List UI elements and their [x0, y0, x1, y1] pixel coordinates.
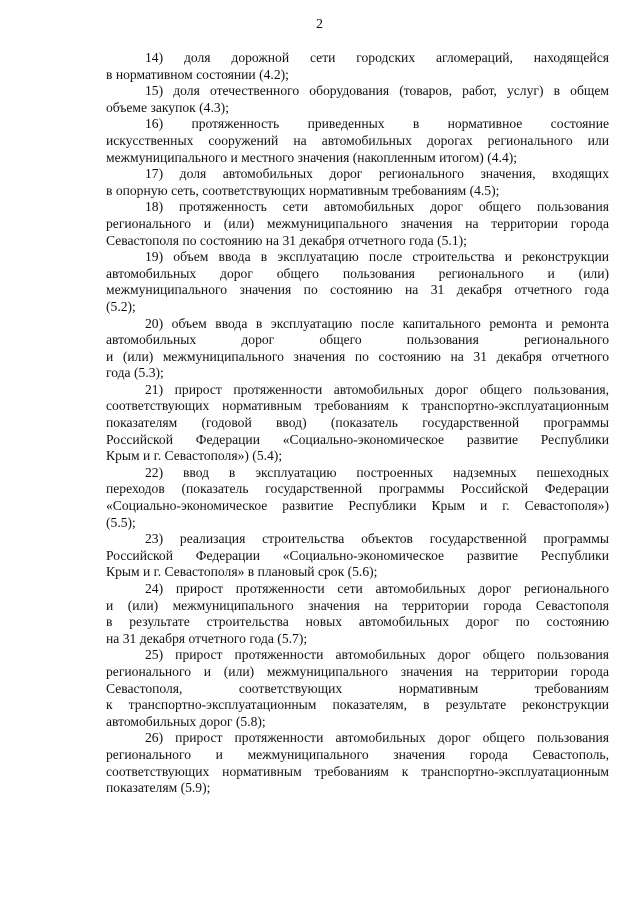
list-item-line: 25) прирост протяженности автомобильных дорог общего пользования: [145, 647, 609, 663]
list-item-line: в опорную сеть, соответствующих нормативным требованиям (4.5);: [106, 182, 500, 198]
document-body: [106, 50, 609, 797]
list-item-line: объеме закупок (4.3);: [106, 99, 229, 115]
list-item: [106, 83, 609, 116]
list-item-line: соответствующих нормативным требованиям к транспортно-эксплуатационным: [106, 763, 609, 779]
list-item: [106, 465, 609, 531]
list-item: [106, 531, 609, 581]
list-item-line: 15) доля отечественного оборудования (товаров, работ, услуг) в общем: [145, 83, 609, 99]
list-item-line: и (или) межмуниципального значения по состоянию на 31 декабря отчетного: [106, 348, 609, 364]
list-item-line: Крым и г. Севастополя» в плановый срок (5.6);: [106, 564, 378, 580]
list-item-line: автомобильных дорог общего пользования регионального: [106, 332, 609, 348]
list-item-line: Российской Федерации «Социально-экономическое развитие Республики: [106, 547, 609, 563]
list-item-line: межмуниципального значения по состоянию на 31 декабря отчетного года: [106, 282, 609, 298]
list-item-line: автомобильных дорог (5.8);: [106, 713, 266, 729]
list-item: [106, 647, 609, 730]
list-item-line: Российской Федерации «Социально-экономическое развитие Республики: [106, 431, 609, 447]
list-item-line: (5.5);: [106, 514, 136, 530]
list-item-line: регионального и (или) межмуниципального значения на территории города: [106, 215, 609, 231]
list-item-line: и (или) межмуниципального значения на территории города Севастополя: [106, 597, 609, 613]
list-item-line: показателям (годовой ввод) (показатель государственной программы: [106, 415, 609, 431]
list-item-line: на 31 декабря отчетного года (5.7);: [106, 630, 308, 646]
list-item-line: 22) ввод в эксплуатацию построенных надземных пешеходных: [145, 464, 609, 480]
list-item-line: 21) прирост протяженности автомобильных дорог общего пользования,: [145, 381, 609, 397]
list-item-line: 18) протяженность сети автомобильных дорог общего пользования: [145, 199, 609, 215]
list-item-line: в нормативном состоянии (4.2);: [106, 66, 289, 82]
page-number: 2: [316, 17, 323, 32]
list-item-line: 26) прирост протяженности автомобильных дорог общего пользования: [145, 730, 609, 746]
list-item-line: переходов (показатель государственной программы Российской Федерации: [106, 481, 609, 497]
list-item-line: автомобильных дорог общего пользования регионального и (или): [106, 265, 609, 281]
list-item-line: регионального и межмуниципального значения города Севастополь,: [106, 746, 609, 762]
list-item: [106, 116, 609, 166]
list-item-line: регионального и (или) межмуниципального значения на территории города: [106, 663, 609, 679]
list-item: [106, 581, 609, 647]
list-item: [106, 730, 609, 796]
list-item-line: искусственных сооружений на автомобильных дорогах регионального или: [106, 132, 609, 148]
list-item: [106, 316, 609, 382]
list-item-line: 19) объем ввода в эксплуатацию после строительства и реконструкции: [145, 249, 609, 265]
list-item-line: показателям (5.9);: [106, 780, 211, 796]
list-item-line: (5.2);: [106, 298, 136, 314]
list-item-line: 24) прирост протяженности сети автомобильных дорог регионального: [145, 581, 609, 596]
list-item: [106, 166, 609, 199]
list-item-line: соответствующих нормативным требованиям к транспортно-эксплуатационным: [106, 398, 609, 414]
list-item-line: 20) объем ввода в эксплуатацию после капитального ремонта и ремонта: [145, 315, 609, 331]
list-item-line: года (5.3);: [106, 365, 164, 381]
list-item-line: в результате строительства новых автомобильных дорог по состоянию: [106, 614, 609, 630]
list-item: [106, 382, 609, 465]
list-item-line: 17) доля автомобильных дорог регионального значения, входящих: [145, 166, 609, 182]
list-item-line: Севастополя, соответствующих нормативным требованиям: [106, 680, 609, 696]
list-item-line: Севастополя по состоянию на 31 декабря отчетного года (5.1);: [106, 232, 467, 248]
list-item-line: Крым и г. Севастополя») (5.4);: [106, 448, 283, 464]
list-item-line: «Социально-экономическое развитие Республики Крым и г. Севастополя»): [106, 498, 609, 514]
list-item: [106, 249, 609, 315]
list-item-line: 16) протяженность приведенных в нормативное состояние: [145, 116, 609, 132]
list-item: [106, 50, 609, 83]
list-item-line: к транспортно-эксплуатационным показателям, в результате реконструкции: [106, 697, 609, 713]
list-item: [106, 199, 609, 249]
list-item-line: 23) реализация строительства объектов государственной программы: [145, 531, 609, 547]
list-item-line: 14) доля дорожной сети городских агломераций, находящейся: [145, 50, 609, 65]
list-item-line: межмуниципального и местного значения (накопленным итогом) (4.4);: [106, 149, 518, 165]
